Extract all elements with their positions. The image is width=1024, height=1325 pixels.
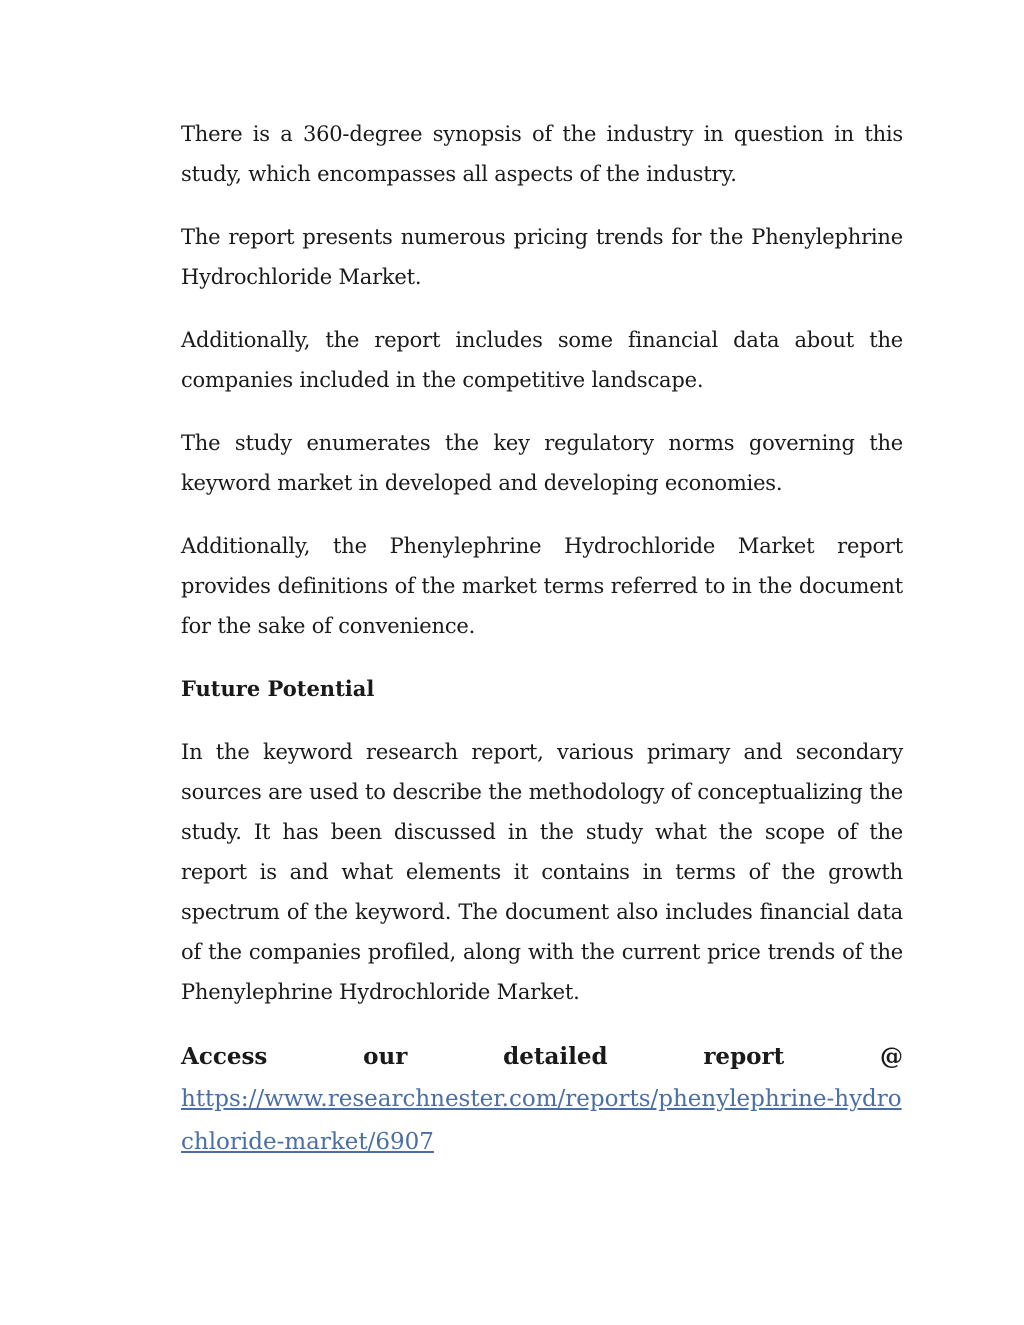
section-heading: Future Potential bbox=[181, 676, 375, 701]
access-word: report bbox=[703, 1043, 785, 1070]
paragraph-definitions: Additionally, the Phenylephrine Hydrochloride Market report provides definitions of the market terms referred to in the document for the sake of convenience. bbox=[181, 534, 903, 638]
access-word: our bbox=[363, 1043, 408, 1070]
paragraph-financial-data: Additionally, the report includes some financial data about the companies included in the competitive landscape. bbox=[181, 328, 903, 392]
access-word: detailed bbox=[503, 1043, 608, 1070]
paragraph-pricing-trends: The report presents numerous pricing trends for the Phenylephrine Hydrochloride Market. bbox=[181, 225, 903, 289]
report-link[interactable]: https://www.researchnester.com/reports/phenylephrine-hydrochloride-market/6907 bbox=[181, 1086, 902, 1155]
document-page bbox=[181, 114, 903, 1164]
section-body: In the keyword research report, various primary and secondary sources are used to describe the methodology of conceptualizing the study. It has been discussed in the study what the scope of the report is and what elements it contains in terms of the growth spectrum of the keyword. The document also includes financial data of the companies profiled, along with the current price trends of the Phenylephrine Hydrochloride Market. bbox=[181, 740, 903, 1004]
access-report-block bbox=[181, 1035, 903, 1164]
paragraph-synopsis: There is a 360-degree synopsis of the industry in question in this study, which encompasses all aspects of the industry. bbox=[181, 122, 903, 186]
paragraph-regulatory-norms: The study enumerates the key regulatory norms governing the keyword market in developed and developing economies. bbox=[181, 431, 903, 495]
access-report-line bbox=[181, 1035, 903, 1078]
access-word: @ bbox=[880, 1043, 903, 1070]
access-word: Access bbox=[181, 1043, 268, 1070]
